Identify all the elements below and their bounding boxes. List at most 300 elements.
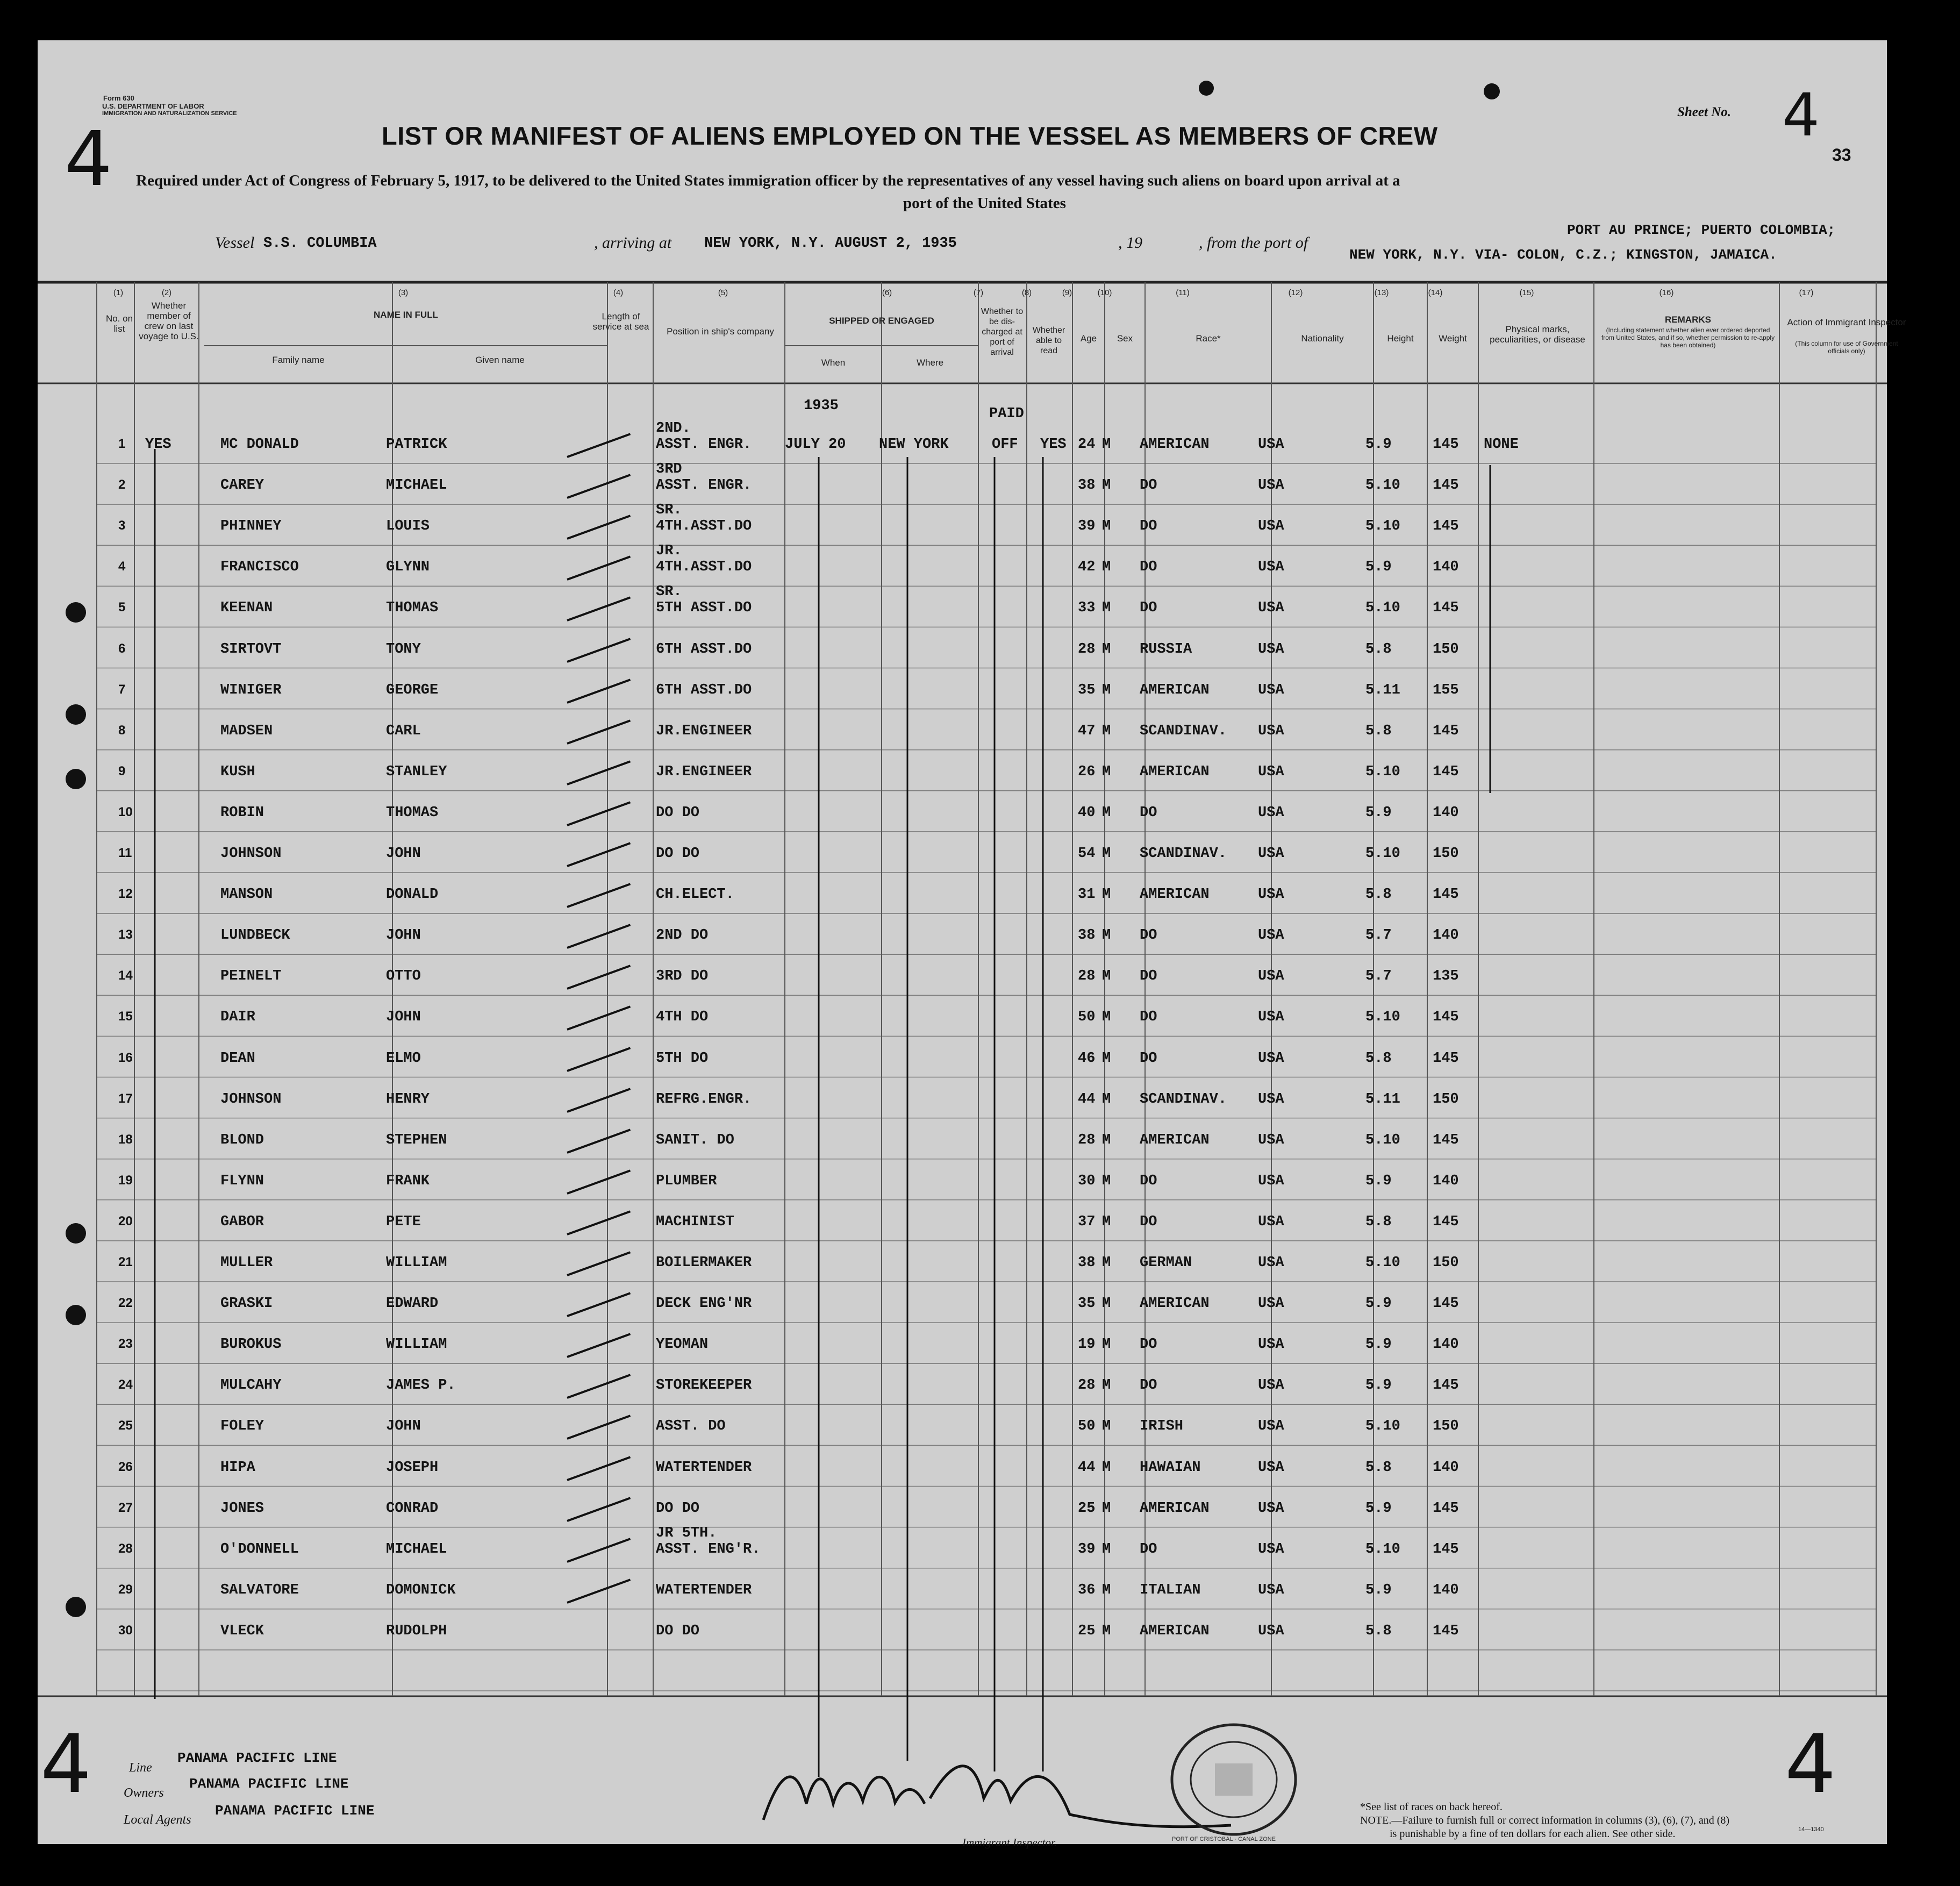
race: AMERICAN bbox=[1140, 1132, 1210, 1148]
height: 5.10 bbox=[1365, 846, 1400, 862]
discharge-paid: PAID bbox=[989, 406, 1024, 422]
age: 28 bbox=[1078, 1132, 1096, 1148]
race: DO bbox=[1140, 1173, 1157, 1189]
family-name: KEENAN bbox=[220, 600, 273, 617]
height: 5.9 bbox=[1365, 1337, 1392, 1353]
nationality: USA bbox=[1258, 1459, 1284, 1476]
age: 25 bbox=[1078, 1623, 1096, 1639]
position-rank: JR. bbox=[656, 543, 682, 560]
position: CH.ELECT. bbox=[656, 887, 734, 903]
col-num-1: (1) bbox=[113, 288, 124, 297]
nationality: USA bbox=[1258, 1050, 1284, 1067]
position: 2ND DO bbox=[656, 927, 709, 944]
age: 54 bbox=[1078, 846, 1096, 862]
height: 5.10 bbox=[1365, 1541, 1400, 1558]
height: 5.10 bbox=[1365, 600, 1400, 617]
page-title: LIST OR MANIFEST OF ALIENS EMPLOYED ON THE VESSEL AS MEMBERS OF CREW bbox=[382, 122, 1438, 150]
family-name: GABOR bbox=[220, 1213, 264, 1230]
sex: M bbox=[1102, 1255, 1111, 1271]
row-number: 1 bbox=[118, 437, 126, 451]
punch-hole bbox=[1484, 83, 1500, 99]
given-name: CONRAD bbox=[386, 1500, 439, 1517]
header-inspector-note: (This column for use of Government officials only) bbox=[1795, 340, 1898, 355]
family-name: BUROKUS bbox=[220, 1337, 282, 1353]
age: 30 bbox=[1078, 1173, 1096, 1189]
given-name: STANLEY bbox=[386, 763, 447, 780]
row-number: 9 bbox=[118, 763, 126, 778]
local-agents-label: Local Agents bbox=[124, 1813, 191, 1827]
given-name: JOHN bbox=[386, 927, 421, 944]
weight: 145 bbox=[1433, 477, 1459, 494]
height: 5.10 bbox=[1365, 763, 1400, 780]
previous-voyage: YES bbox=[145, 437, 171, 453]
col-num-16: (16) bbox=[1659, 288, 1674, 297]
sex: M bbox=[1102, 804, 1111, 821]
height: 5.10 bbox=[1365, 1009, 1400, 1026]
weight: 145 bbox=[1433, 1050, 1459, 1067]
race: AMERICAN bbox=[1140, 763, 1210, 780]
race: DO bbox=[1140, 1337, 1157, 1353]
position: BOILERMAKER bbox=[656, 1255, 752, 1271]
header-when: When bbox=[821, 358, 846, 368]
given-name: OTTO bbox=[386, 968, 421, 985]
race: DO bbox=[1140, 518, 1157, 535]
row-number: 7 bbox=[118, 682, 126, 697]
family-name: VLECK bbox=[220, 1623, 264, 1639]
race: AMERICAN bbox=[1140, 1623, 1210, 1639]
race: DO bbox=[1140, 1050, 1157, 1067]
row-number: 10 bbox=[118, 804, 133, 819]
vessel-label: Vessel bbox=[215, 234, 255, 252]
given-name: JOHN bbox=[386, 1009, 421, 1026]
col-num-7: (7) bbox=[973, 288, 984, 297]
position: 6TH ASST.DO bbox=[656, 641, 752, 658]
weight: 145 bbox=[1433, 600, 1459, 617]
weight: 150 bbox=[1433, 846, 1459, 862]
nationality: USA bbox=[1258, 1009, 1284, 1026]
age: 28 bbox=[1078, 968, 1096, 985]
position: DO DO bbox=[656, 1623, 700, 1639]
family-name: JONES bbox=[220, 1500, 264, 1517]
weight: 145 bbox=[1433, 1623, 1459, 1639]
given-name: GEORGE bbox=[386, 682, 439, 698]
height: 5.9 bbox=[1365, 437, 1392, 453]
race: DO bbox=[1140, 1541, 1157, 1558]
col-num-6: (6) bbox=[882, 288, 892, 297]
punch-hole bbox=[66, 1597, 86, 1617]
weight: 145 bbox=[1433, 763, 1459, 780]
race: SCANDINAV. bbox=[1140, 1091, 1227, 1108]
position: 5TH ASST.DO bbox=[656, 600, 752, 617]
position-rank: 2ND. bbox=[656, 420, 691, 437]
sex: M bbox=[1102, 1459, 1111, 1476]
row-number: 30 bbox=[118, 1623, 133, 1638]
race: DO bbox=[1140, 1213, 1157, 1230]
position-rank: JR 5TH. bbox=[656, 1525, 717, 1541]
height: 5.8 bbox=[1365, 1050, 1392, 1067]
sex: M bbox=[1102, 641, 1111, 658]
sheet-label: Sheet No. bbox=[1677, 105, 1731, 119]
row-number: 18 bbox=[118, 1132, 133, 1147]
port-stamp-text: PORT OF CRISTOBAL · CANAL ZONE bbox=[1172, 1836, 1276, 1842]
punch-hole bbox=[66, 704, 86, 725]
position: JR.ENGINEER bbox=[656, 723, 752, 739]
age: 36 bbox=[1078, 1582, 1096, 1598]
header-prev-voyage: Whether member of crew on last voyage to U.S. bbox=[139, 301, 199, 341]
header-where: Where bbox=[916, 358, 944, 368]
row-number: 4 bbox=[118, 559, 126, 574]
age: 35 bbox=[1078, 682, 1096, 698]
col-num-8: (8) bbox=[1021, 288, 1032, 297]
form-number: Form 630 bbox=[103, 94, 134, 102]
sex: M bbox=[1102, 1009, 1111, 1026]
header-age: Age bbox=[1080, 333, 1097, 344]
port-stamp bbox=[1164, 1718, 1304, 1841]
nationality: USA bbox=[1258, 1255, 1284, 1271]
row-number: 8 bbox=[118, 723, 126, 738]
weight: 140 bbox=[1433, 1173, 1459, 1189]
weight: 140 bbox=[1433, 1459, 1459, 1476]
age: 33 bbox=[1078, 600, 1096, 617]
sex: M bbox=[1102, 1050, 1111, 1067]
race: DO bbox=[1140, 1377, 1157, 1394]
position: DO DO bbox=[656, 804, 700, 821]
nationality: USA bbox=[1258, 477, 1284, 494]
height: 5.9 bbox=[1365, 559, 1392, 576]
race: DO bbox=[1140, 968, 1157, 985]
height: 5.10 bbox=[1365, 518, 1400, 535]
weight: 150 bbox=[1433, 1418, 1459, 1435]
position: 4TH.ASST.DO bbox=[656, 559, 752, 576]
race: ITALIAN bbox=[1140, 1582, 1201, 1598]
able-to-read: YES bbox=[1040, 437, 1067, 453]
sex: M bbox=[1102, 723, 1111, 739]
given-name: DOMONICK bbox=[386, 1582, 456, 1598]
position: 4TH.ASST.DO bbox=[656, 518, 752, 535]
penalty-note-2: is punishable by a fine of ten dollars for each alien. See other side. bbox=[1390, 1828, 1676, 1840]
race: DO bbox=[1140, 600, 1157, 617]
col-num-13: (13) bbox=[1374, 288, 1389, 297]
sex: M bbox=[1102, 1132, 1111, 1148]
penalty-note-1: NOTE.—Failure to furnish full or correct information in columns (3), (6), (7), and (8) bbox=[1360, 1814, 1730, 1826]
height: 5.11 bbox=[1365, 682, 1400, 698]
row-number: 20 bbox=[118, 1213, 133, 1228]
nationality: USA bbox=[1258, 1296, 1284, 1312]
age: 26 bbox=[1078, 763, 1096, 780]
col-num-3: (3) bbox=[398, 288, 409, 297]
age: 50 bbox=[1078, 1418, 1096, 1435]
given-name: JAMES P. bbox=[386, 1377, 456, 1394]
position: WATERTENDER bbox=[656, 1582, 752, 1598]
owners-label: Owners bbox=[124, 1786, 164, 1800]
nationality: USA bbox=[1258, 1173, 1284, 1189]
family-name: MULCAHY bbox=[220, 1377, 282, 1394]
weight: 140 bbox=[1433, 927, 1459, 944]
vessel-name: S.S. COLUMBIA bbox=[263, 235, 377, 252]
age: 47 bbox=[1078, 723, 1096, 739]
from-port-line-1: PORT AU PRINCE; PUERTO COLOMBIA; bbox=[1567, 222, 1836, 238]
position: JR.ENGINEER bbox=[656, 763, 752, 780]
weight: 145 bbox=[1433, 1132, 1459, 1148]
nationality: USA bbox=[1258, 804, 1284, 821]
given-name: JOHN bbox=[386, 846, 421, 862]
age: 38 bbox=[1078, 477, 1096, 494]
race: GERMAN bbox=[1140, 1255, 1192, 1271]
family-name: PEINELT bbox=[220, 968, 282, 985]
punch-hole bbox=[66, 1305, 86, 1325]
family-name: HIPA bbox=[220, 1459, 255, 1476]
height: 5.10 bbox=[1365, 1255, 1400, 1271]
age: 39 bbox=[1078, 1541, 1096, 1558]
col-num-10: (10) bbox=[1097, 288, 1112, 297]
header-inspector-action: Action of Immigrant Inspector bbox=[1787, 317, 1906, 327]
weight: 155 bbox=[1433, 682, 1459, 698]
given-name: RUDOLPH bbox=[386, 1623, 447, 1639]
given-name: GLYNN bbox=[386, 559, 430, 576]
given-name: WILLIAM bbox=[386, 1255, 447, 1271]
arrival-port-date: NEW YORK, N.Y. AUGUST 2, 1935 bbox=[704, 235, 957, 252]
nationality: USA bbox=[1258, 437, 1284, 453]
nationality: USA bbox=[1258, 1091, 1284, 1108]
height: 5.10 bbox=[1365, 1418, 1400, 1435]
ditto-lines bbox=[38, 40, 1887, 1844]
nationality: USA bbox=[1258, 1132, 1284, 1148]
nationality: USA bbox=[1258, 600, 1284, 617]
header-race: Race* bbox=[1196, 333, 1221, 344]
nationality: USA bbox=[1258, 1500, 1284, 1517]
header-name-in-full: NAME IN FULL bbox=[374, 310, 438, 320]
race: DO bbox=[1140, 477, 1157, 494]
age: 44 bbox=[1078, 1091, 1096, 1108]
sex: M bbox=[1102, 1213, 1111, 1230]
position: ASST. DO bbox=[656, 1418, 726, 1435]
position: ASST. ENG'R. bbox=[656, 1541, 761, 1558]
row-number: 29 bbox=[118, 1582, 133, 1597]
race: AMERICAN bbox=[1140, 682, 1210, 698]
sex: M bbox=[1102, 927, 1111, 944]
age: 25 bbox=[1078, 1500, 1096, 1517]
race: AMERICAN bbox=[1140, 437, 1210, 453]
weight: 145 bbox=[1433, 518, 1459, 535]
family-name: ROBIN bbox=[220, 804, 264, 821]
sex: M bbox=[1102, 437, 1111, 453]
given-name: STEPHEN bbox=[386, 1132, 447, 1148]
race: SCANDINAV. bbox=[1140, 723, 1227, 739]
row-number: 14 bbox=[118, 968, 133, 983]
height: 5.8 bbox=[1365, 1459, 1392, 1476]
position: ASST. ENGR. bbox=[656, 477, 752, 494]
age: 37 bbox=[1078, 1213, 1096, 1230]
family-name: FLYNN bbox=[220, 1173, 264, 1189]
shipped-where: NEW YORK bbox=[879, 437, 949, 453]
race: AMERICAN bbox=[1140, 1500, 1210, 1517]
row-number: 15 bbox=[118, 1009, 133, 1024]
family-name: MANSON bbox=[220, 887, 273, 903]
given-name: MICHAEL bbox=[386, 1541, 447, 1558]
sex: M bbox=[1102, 682, 1111, 698]
immigrant-inspector-label: Immigrant Inspector. bbox=[962, 1836, 1057, 1849]
given-name: HENRY bbox=[386, 1091, 430, 1108]
race: HAWAIAN bbox=[1140, 1459, 1201, 1476]
nationality: USA bbox=[1258, 846, 1284, 862]
nationality: USA bbox=[1258, 1418, 1284, 1435]
weight: 145 bbox=[1433, 1377, 1459, 1394]
given-name: MICHAEL bbox=[386, 477, 447, 494]
row-number: 11 bbox=[118, 846, 132, 860]
race: IRISH bbox=[1140, 1418, 1184, 1435]
height: 5.11 bbox=[1365, 1091, 1400, 1108]
height: 5.9 bbox=[1365, 1500, 1392, 1517]
position: 6TH ASST.DO bbox=[656, 682, 752, 698]
given-name: ELMO bbox=[386, 1050, 421, 1067]
col-num-2: (2) bbox=[161, 288, 172, 297]
sex: M bbox=[1102, 1296, 1111, 1312]
given-name: DONALD bbox=[386, 887, 439, 903]
print-code: 14—1340 bbox=[1798, 1826, 1824, 1833]
family-name: SALVATORE bbox=[220, 1582, 299, 1598]
race: RUSSIA bbox=[1140, 641, 1192, 658]
sex: M bbox=[1102, 887, 1111, 903]
col-num-9: (9) bbox=[1062, 288, 1072, 297]
col-num-5: (5) bbox=[718, 288, 728, 297]
row-number: 21 bbox=[118, 1255, 133, 1269]
position: MACHINIST bbox=[656, 1213, 734, 1230]
nationality: USA bbox=[1258, 559, 1284, 576]
given-name: FRANK bbox=[386, 1173, 430, 1189]
position: YEOMAN bbox=[656, 1337, 709, 1353]
row-number: 6 bbox=[118, 641, 126, 656]
height: 5.9 bbox=[1365, 804, 1392, 821]
header-weight: Weight bbox=[1439, 333, 1467, 344]
year-label: , 19 bbox=[1118, 234, 1142, 252]
nationality: USA bbox=[1258, 1582, 1284, 1598]
height: 5.8 bbox=[1365, 1213, 1392, 1230]
family-name: BLOND bbox=[220, 1132, 264, 1148]
weight: 145 bbox=[1433, 723, 1459, 739]
header-height: Height bbox=[1387, 333, 1414, 344]
subtitle-line-2: port of the United States bbox=[903, 195, 1066, 212]
height: 5.7 bbox=[1365, 968, 1392, 985]
sex: M bbox=[1102, 1582, 1111, 1598]
line-value: PANAMA PACIFIC LINE bbox=[177, 1750, 337, 1766]
sex: M bbox=[1102, 1337, 1111, 1353]
position: REFRG.ENGR. bbox=[656, 1091, 752, 1108]
row-number: 3 bbox=[118, 518, 126, 533]
header-shipped-engaged: SHIPPED OR ENGAGED bbox=[829, 316, 934, 326]
corner-number-bottom-left: 4 bbox=[40, 1718, 92, 1811]
sex: M bbox=[1102, 1091, 1111, 1108]
owners-value: PANAMA PACIFIC LINE bbox=[189, 1776, 349, 1792]
weight: 140 bbox=[1433, 559, 1459, 576]
weight: 140 bbox=[1433, 1337, 1459, 1353]
row-number: 17 bbox=[118, 1091, 133, 1106]
position: PLUMBER bbox=[656, 1173, 717, 1189]
header-given-name: Given name bbox=[475, 355, 525, 365]
header-remarks: REMARKS bbox=[1665, 315, 1711, 325]
sex: M bbox=[1102, 1623, 1111, 1639]
family-name: DEAN bbox=[220, 1050, 255, 1067]
position: SANIT. DO bbox=[656, 1132, 734, 1148]
row-number: 27 bbox=[118, 1500, 133, 1515]
weight: 145 bbox=[1433, 887, 1459, 903]
race: AMERICAN bbox=[1140, 887, 1210, 903]
race: DO bbox=[1140, 1009, 1157, 1026]
age: 38 bbox=[1078, 927, 1096, 944]
family-name: MULLER bbox=[220, 1255, 273, 1271]
position: 3RD DO bbox=[656, 968, 709, 985]
age: 46 bbox=[1078, 1050, 1096, 1067]
given-name: LOUIS bbox=[386, 518, 430, 535]
sheet-number: 4 bbox=[1782, 81, 1820, 149]
weight: 145 bbox=[1433, 1009, 1459, 1026]
family-name: CAREY bbox=[220, 477, 264, 494]
col-num-15: (15) bbox=[1519, 288, 1534, 297]
height: 5.8 bbox=[1365, 1623, 1392, 1639]
given-name: PETE bbox=[386, 1213, 421, 1230]
nationality: USA bbox=[1258, 927, 1284, 944]
weight: 140 bbox=[1433, 1582, 1459, 1598]
sex: M bbox=[1102, 1500, 1111, 1517]
age: 50 bbox=[1078, 1009, 1096, 1026]
from-port-line-2: NEW YORK, N.Y. VIA- COLON, C.Z.; KINGSTON, JAMAICA. bbox=[1349, 247, 1777, 263]
age: 31 bbox=[1078, 887, 1096, 903]
shipped-when: JULY 20 bbox=[785, 437, 846, 453]
sex: M bbox=[1102, 1173, 1111, 1189]
weight: 140 bbox=[1433, 804, 1459, 821]
weight: 150 bbox=[1433, 641, 1459, 658]
sex: M bbox=[1102, 600, 1111, 617]
height: 5.7 bbox=[1365, 927, 1392, 944]
family-name: DAIR bbox=[220, 1009, 255, 1026]
family-name: FRANCISCO bbox=[220, 559, 299, 576]
height: 5.10 bbox=[1365, 1132, 1400, 1148]
nationality: USA bbox=[1258, 518, 1284, 535]
age: 42 bbox=[1078, 559, 1096, 576]
sex: M bbox=[1102, 1418, 1111, 1435]
nationality: USA bbox=[1258, 1213, 1284, 1230]
sex: M bbox=[1102, 1377, 1111, 1394]
family-name: MADSEN bbox=[220, 723, 273, 739]
row-number: 25 bbox=[118, 1418, 133, 1433]
punch-hole bbox=[1199, 81, 1214, 96]
weight: 145 bbox=[1433, 1296, 1459, 1312]
nationality: USA bbox=[1258, 1377, 1284, 1394]
given-name: JOHN bbox=[386, 1418, 421, 1435]
punch-hole bbox=[66, 1223, 86, 1244]
family-name: FOLEY bbox=[220, 1418, 264, 1435]
position: 5TH DO bbox=[656, 1050, 709, 1067]
corner-number-bottom-right: 4 bbox=[1785, 1718, 1836, 1811]
col-num-4: (4) bbox=[613, 288, 624, 297]
col-num-12: (12) bbox=[1288, 288, 1303, 297]
discharged: OFF bbox=[992, 437, 1018, 453]
row-number: 12 bbox=[118, 887, 133, 902]
physical-marks: NONE bbox=[1484, 437, 1519, 453]
age: 39 bbox=[1078, 518, 1096, 535]
race: AMERICAN bbox=[1140, 1296, 1210, 1312]
nationality: USA bbox=[1258, 723, 1284, 739]
family-name: GRASKI bbox=[220, 1296, 273, 1312]
height: 5.9 bbox=[1365, 1173, 1392, 1189]
family-name: O'DONNELL bbox=[220, 1541, 299, 1558]
race: DO bbox=[1140, 559, 1157, 576]
row-number: 22 bbox=[118, 1296, 133, 1311]
col-num-17: (17) bbox=[1799, 288, 1814, 297]
header-nationality: Nationality bbox=[1301, 333, 1344, 344]
header-length-of-service: Length of service at sea bbox=[592, 311, 649, 332]
header-able-to-read: Whether able to read bbox=[1032, 326, 1065, 355]
races-note: *See list of races on back hereof. bbox=[1360, 1801, 1503, 1813]
